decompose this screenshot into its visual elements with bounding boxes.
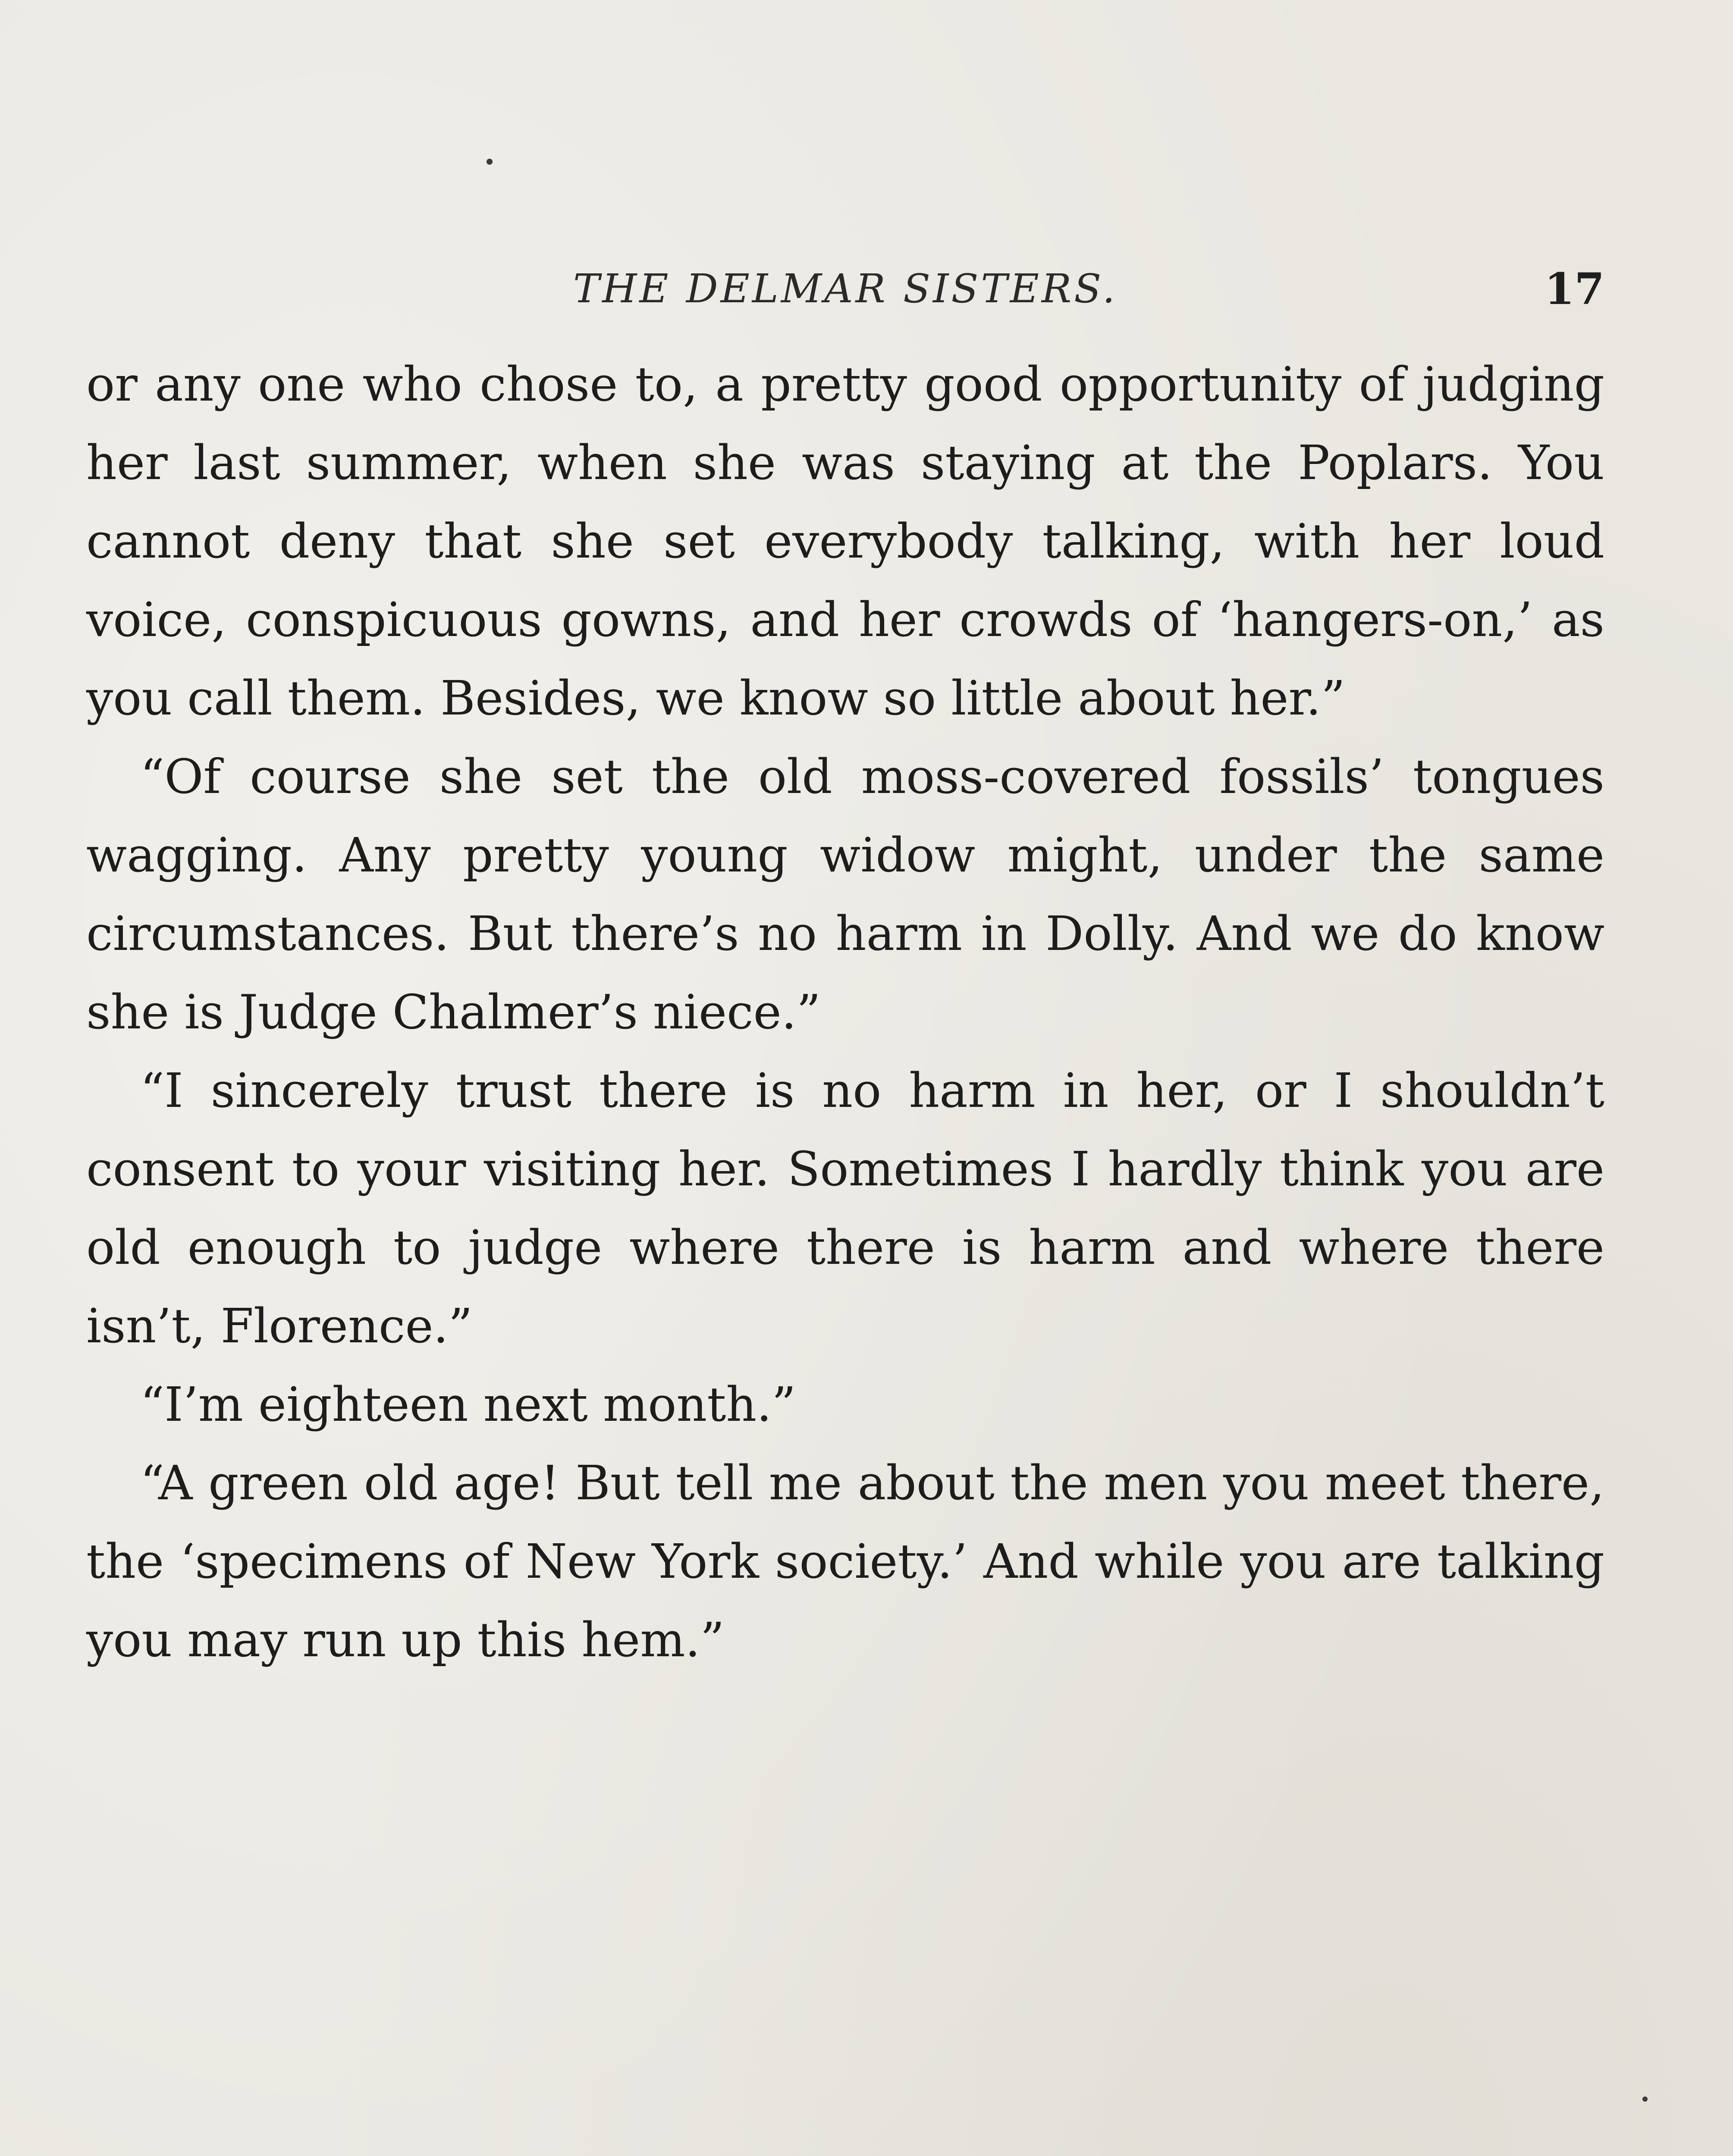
paper-speck: [1642, 2096, 1648, 2102]
paper-speck: [487, 159, 493, 165]
body-text: [86, 345, 1604, 1679]
paragraph-green-old-age: “A green old age! But tell me about the men you meet there, the ‘specimens of New York society.’ And while you are talking you may run up this hem.”: [86, 1455, 1604, 1667]
paragraph-eighteen: “I’m eighteen next month.”: [140, 1377, 796, 1432]
running-head: [86, 259, 1604, 319]
page-number: 17: [1544, 263, 1604, 314]
paragraph-fossils: “Of course she set the old moss-covered fossils’ tongues wagging. Any pretty young widow might, under the same circumstances. But there’s no harm in Dolly. And we do know she is Judge Chalmer’s niece.”: [86, 749, 1604, 1040]
running-title: THE DELMAR SISTERS.: [573, 266, 1118, 312]
paragraph-no-harm: “I sincerely trust there is no harm in her, or I shouldn’t consent to your visiting her. Sometimes I hardly think you are old enough to judge where there is harm and where there isn’t, Florence.”: [86, 1063, 1604, 1354]
paragraph-continuation: or any one who chose to, a pretty good opportunity of judging her last summer, when she was staying at the Poplars. You cannot deny that she set everybody talking, with her loud voice, conspicuous gowns, and her crowds of ‘hangers-on,’ as you call them. Besides, we know so little about her.”: [86, 357, 1604, 726]
